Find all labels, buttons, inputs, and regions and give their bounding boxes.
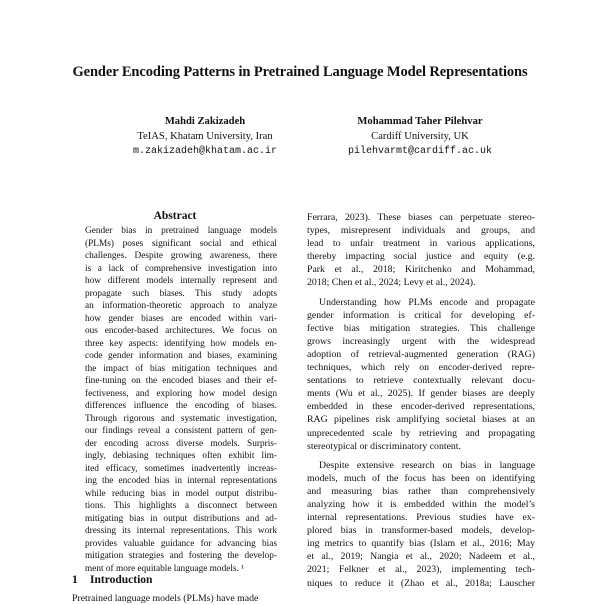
text-line: internal representations. Previous studies have ex- [307,512,535,524]
author-block-2 [300,114,540,159]
text-line: Through rigorous and systematic investigation, [85,413,277,424]
text-line: RAG pipelines risk amplifying societal biases at an [307,414,535,426]
text-line: Despite extensive research on bias in language [319,459,535,471]
text-line: ing metrics to quantify bias (Islam et al., 2016; May [307,538,535,550]
text-line: niques to reduce it (Zhao et al., 2018a; Lauscher [307,577,535,589]
text-line: provides valuable guidance for advancing bias [85,538,277,549]
text-line: an information-theoretic approach to analyze [85,301,277,311]
author-name: Mohammad Taher Pilehvar [357,116,483,127]
text-line: mitigating bias in output distributions and ad- [85,513,277,524]
text-line: stereotypical or discriminatory content. [307,440,461,452]
author-affiliation: TeIAS, Khatam University, Iran [137,131,273,142]
text-line: ingly, debiasing techniques often exhibit lim- [85,451,277,461]
author-email: pilehvarmt@cardiff.ac.uk [347,146,493,157]
text-line: ited efficacy, sometimes inadvertently increas- [85,463,277,474]
text-line: types, misrepresent individuals and groups, and [307,225,535,237]
text-line: ment of more equitable language models. ¹ [85,563,244,574]
text-line: unprecedented scale by retrieving and propagating [307,427,535,439]
text-line: while reducing bias in model output distribu- [85,488,277,499]
text-line: is a lack of comprehensive investigation into [85,263,277,274]
text-line: challenges. Despite growing awareness, there [85,251,277,261]
text-line: techniques, which rely on encoder-derived repre- [307,362,535,374]
text-line: the impact of bias mitigation techniques and [85,363,277,374]
author-email: m.zakizadeh@khatam.ac.ir [132,146,278,157]
text-line: Ferrara, 2023). These biases can perpetuate stereo- [307,212,535,223]
abstract-body [85,225,277,575]
text-line: ing the encoded bias in internal representations [85,476,277,486]
text-line: ments (Wu et al., 2025). If gender biases are deeply [307,388,535,400]
text-line: code gender information and biases, examining [85,351,277,361]
text-line: gender information is critical for developing ef- [307,309,535,321]
text-line: models, much of the focus has been on identifying [307,472,535,484]
text-line: adoption of retrieval-augmented generation (RAG) [307,348,535,360]
text-line: our findings reveal a consistent pattern of gen- [85,426,277,436]
section-title: Introduction [90,574,153,586]
text-line: (PLMs) poses significant social and ethical [85,238,277,249]
text-line: propagate such biases. This study adopts [85,288,277,299]
author-affiliation: Cardiff University, UK [371,131,469,142]
text-line: how gender biases are encoded within vari- [85,313,277,324]
intro-first-line: Pretrained language models (PLMs) have made [72,593,259,604]
text-line: ous encoder-based architectures. We focus on [85,326,277,336]
abstract-heading: Abstract [153,210,197,222]
text-line: der encoding across diverse models. Surpris- [85,438,277,449]
text-line: lead to unfair treatment in various applications, [307,238,535,250]
text-line: sentations to retrieve contextually relevant docu- [307,375,535,387]
author-block-1 [90,114,320,159]
text-line: three key aspects: identifying how models en- [85,338,277,349]
text-line: how different models internally represent and [85,276,277,286]
text-line: fective bias mitigation strategies. This challenge [307,322,535,334]
text-line: embedded in these encoder-derived representations, [307,401,535,413]
text-line: thereby impacting social justice and equity (e.g. [307,251,535,263]
right-column-body [307,211,535,590]
text-line: analyzing how it is embedded within the model’s [307,498,535,510]
text-line: and measuring bias rather than comprehensively [307,485,535,497]
text-line: 2018; Chen et al., 2024; Levy et al., 2024). [307,277,476,289]
author-name: Mahdi Zakizadeh [164,116,246,127]
text-line: grows increasingly urgent with the widespread [307,335,535,347]
text-line: dressing its internal representations. This work [85,526,277,536]
text-line: Park et al., 2018; Kiritchenko and Mohammad, [307,264,535,276]
text-line: Understanding how PLMs encode and propagate [319,296,535,308]
text-line: 2021; Felkner et al., 2023), implementing tech- [307,564,535,576]
text-line: tions. This highlights a disconnect between [85,501,277,511]
text-line: fectiveness, and exploring how model design [85,388,277,399]
text-line: fine-tuning on the encoded biases and their ef- [85,376,277,386]
text-line: et al., 2019; Nangia et al., 2020; Nadeem et al., [307,551,535,563]
text-line: differences influence the encoding of biases. [85,401,277,411]
text-line: mitigation strategies and fostering the develop- [85,551,277,561]
section-heading [72,574,152,586]
paper-title: Gender Encoding Patterns in Pretrained Language Model Representations [72,64,528,80]
section-number: 1 [72,574,78,586]
text-line: Gender bias in pretrained language models [85,226,277,236]
text-line: plored bias in transformer-based models, develop- [307,525,535,537]
